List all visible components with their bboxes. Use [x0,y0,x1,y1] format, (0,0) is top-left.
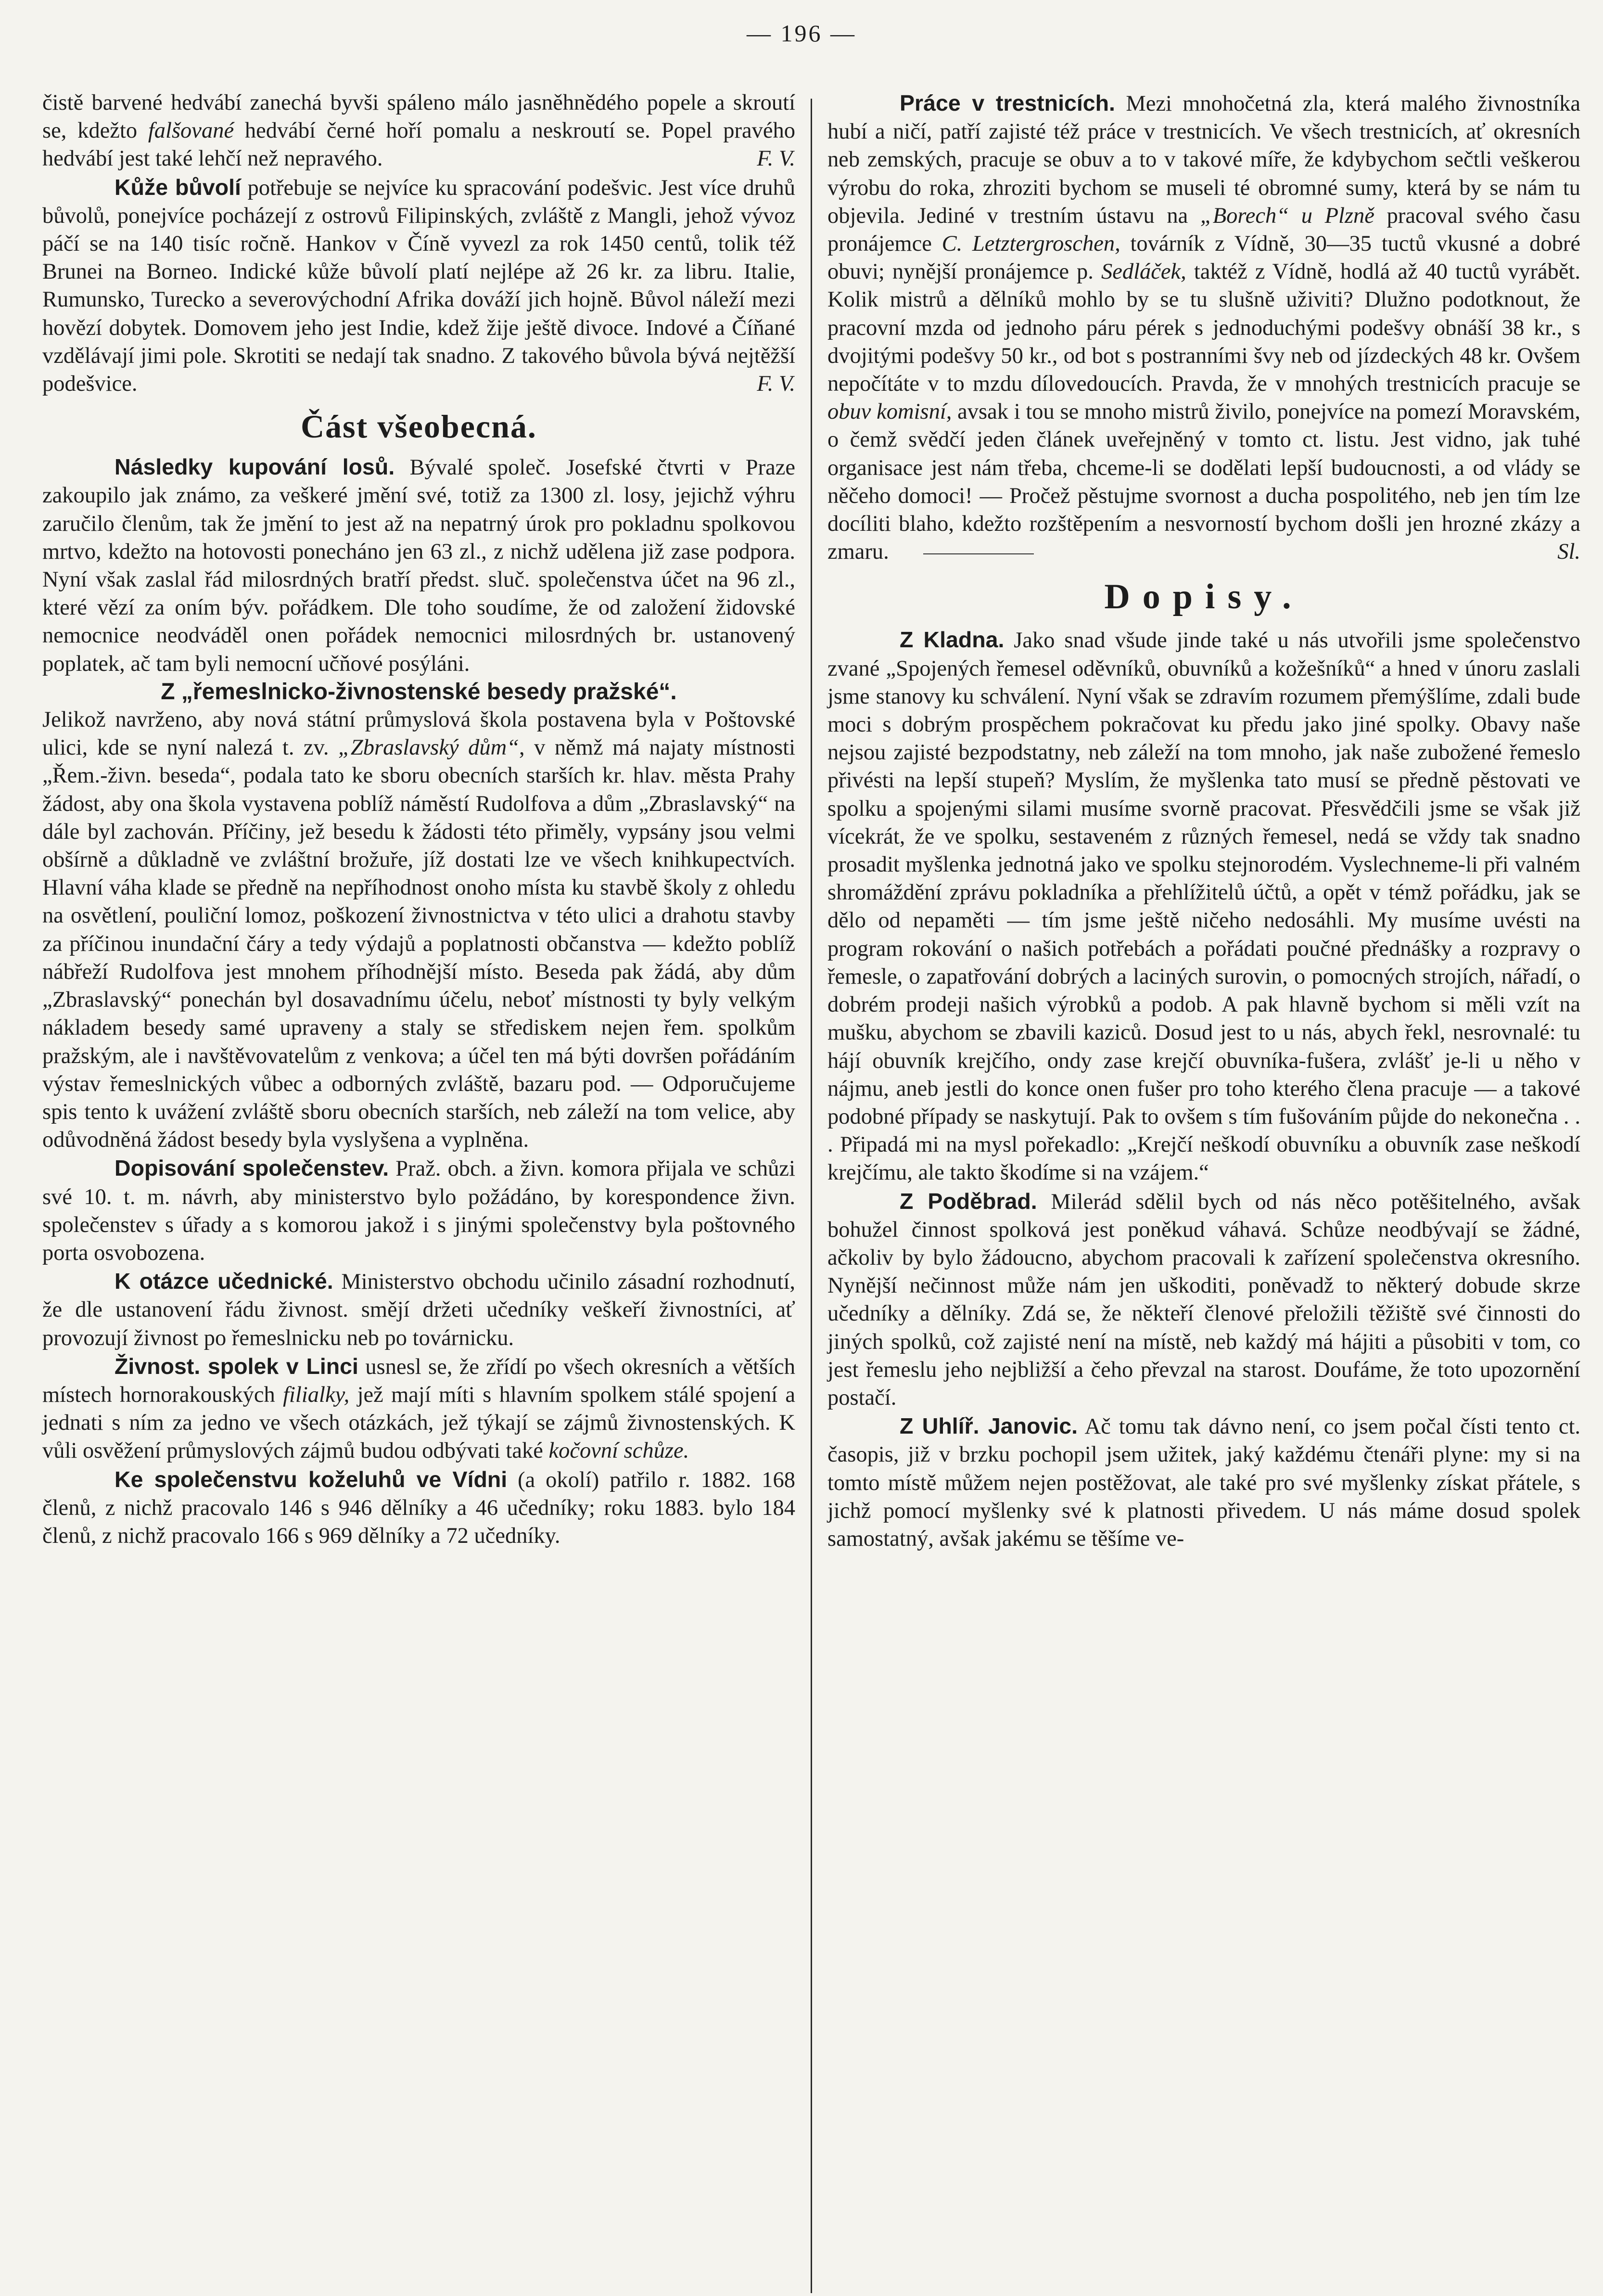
text: usnesl se, že zřídí po všech okresních a větších místech hornorakouských [42,1354,796,1407]
signature: F. V. [757,146,795,171]
article-kuze-buvoli [42,173,795,398]
article-beseda [42,706,795,1154]
divider-rule [923,553,1034,554]
article-heading: Ke společenstvu koželuhů ve Vídni [114,1466,508,1492]
text: Praž. obch. a živn. komora přijala ve schůzi své 10. t. m. návrh, aby ministerstvo bylo požádáno, by korespondence živn. společenstev s úřady a s komorou jakož i s jinými společenstvy byla poštovného porta osvobozena. [42,1156,795,1265]
article-heading: Práce v trestnicích. [900,90,1115,115]
article-podebrady [827,1187,1580,1412]
text: falšované [148,118,234,143]
article-uhlirske-janovice [827,1412,1580,1553]
signature: Sl. [1557,539,1580,564]
text: potřebuje se nejvíce ku spracování podešvic. Jest více druhů bůvolů, ponejvíce pocházejí z ostrovů Filipinských, zvláště z Mangli, jehož vývoz páčí se na 140 tisíc ročně. Hankov v Číně vyvezl za rok 1450 centů, tolik též Brunei na Borneo. Indické kůže bůvolí platí nejlépe až 26 kr. za libru. Italie, Rumunsko, Turecko a severovýchodní Afrika dováží jich hojně. Bůvol náleží mezi hovězí dobytek. Domovem jeho jest Indie, kdež žije ještě divoce. Indové a Číňané vzdělávají jimi pole. Skrotiti se nedají tak snadno. Z takového bůvola bývá nejtěžší podešvice. [42,175,796,397]
article-heading: Následky kupování losů. [114,454,395,480]
text: Sedláček, [1101,259,1186,284]
text: „Borech“ u Plzně [1200,203,1374,228]
article-heading: Dopisování společenstev. [114,1155,389,1181]
text: jež mají míti s hlavním spolkem stálé spojení a jednati s ním za jedno ve všech otázkách, jež týkají se zájmů živnostenských. K vůli osvěžení průmyslových zájmů budou odbývati také [42,1382,796,1463]
column-divider [811,99,812,2293]
text: čistě barvené hedvábí zanechá byvši spáleno málo jasněhnědého popele a skroutí se, kdežto [42,90,795,143]
article-prace-v-trestnicich [827,89,1580,566]
text: Jako snad všude jinde také u nás utvořili jsme společenstvo zvané „Spojených řemesel oděvníků, obuvníků a kožešníků“ a hned v únoru zaslali jsme stanovy ku schválení. Nyní však se zdravím rozumem přemýšlíme, zdali bude moci s dobrým prospěchem pokračovat ku předu jako jiné spolky. Obavy naše nejsou zajisté bezpodstatny, neb záleží na tom mnoho, jak naše zubožené řemeslo přivésti na lepší stupeň? Myslím, že myšlenka tato musí se předně pěstovati ve spolku a spojenými silami musíme svorně pracovat. Přesvědčili jsme se však již vícekrát, že ve spolku, sestaveném z různých řemesel, nedá se vždy tak snadno prosadit myšlenka jednotná jako ve spolku stejnorodém. Vyslechneme-li při valném shromáždění zprávu pokladníka a přehlížitelů účtů, a opět v témž pořádku, jak se dělo od nepaměti — tím jsme ještě ničeho nedosáhli. My musíme uvésti na program rokování o našich potřebách a pořádati poučné přednášky a rozpravy o řemesle, o zapatřování dobrých a laciných surovin, o pomocných strojích, nářadí, o dobrém prodeji našich výrobků a podob. A pak hlavně bychom si měli vzít na mušku, abychom se zbavili kaziců. Dosud jest to u nás, abych řekl, nesrovnalé: tu hájí obuvník krejčího, ondy zase krejčí obuvníka-fušera, zvlášť je-li u něho v nájmu, aneb jestli do konce onen fušer pro toho kterého člena pracuje — a takové podobné případy se naskytují. Pak to ovšem s tím fušováním půjde do nekonečna . . . Připadá mi na mysl pořekadlo: „Krejčí neškodí obuvníku a obuvník zase neškodí krejčímu, ale takto škodíme si na vzájem.“ [827,628,1581,1185]
text: Milerád sdělil bych od nás něco potěšitelného, avšak bohužel činnost spolková jest poněkud váhavá. Schůze neodbývají se žádné, ačkoliv by bylo žádoucno, abychom pracovali k zařízení společenstva okresního. Nynější nečinnost může nám jen uškoditi, poněvadž to některý dobude skrze učedníky a dělníky. Zdá se, že někteří členové přeložili těžiště své činnosti do jiných spolků, což zajisté není na místě, neb každý má hájiti a působiti v tom, co jest řemeslu jeho nejbližší a čeho převzal na starost. Doufáme, že toto upozornění postačí. [827,1189,1581,1410]
article-hedvabi [42,89,795,173]
article-vidne [42,1465,795,1551]
text: kočovní schůze. [548,1438,689,1463]
article-otazce-ucednicke [42,1267,795,1352]
text: C. Letztergroschen, [941,231,1120,257]
article-linec [42,1352,795,1465]
article-heading-beseda: Z „řemeslnicko-živnostenské besedy pražské“. [161,679,677,705]
text: avsak i tou se mnoho mistrů živilo, ponejvíce na pomezí Moravském, o čemž svědčí jeden článek uveřejněný v tomto ct. listu. Jest vidno, jak tuhé organisace jest nám třeba, chceme-li se dodělati lepší budoucnosti, a od vlády se něčeho domoci! — Pročež pěstujme svornost a ducha pospolitého, neb jen tím lze docíliti blaho, kdežto rozštěpením a nesvorností bychom došli jen hrozné zkázy a zmaru. [827,399,1580,564]
text: „Zbraslavský dům“ [338,735,520,760]
right-column [827,89,1580,1553]
text: hedvábí černé hoří pomalu a neskroutí se. Popel pravého hedvábí jest také lehčí než nepravého. [42,118,796,171]
text: obuv komisní, [827,399,952,424]
article-kladno [827,626,1580,1187]
section-title-cast-vseobecna: Část všeobecná. [301,408,537,445]
text: taktéž z Vídně, hodlá až 40 tuctů vyrábět. Kolik mistrů a dělníků mohlo by se tu slušně uživiti? Dlužno podotknout, že pracovní mzda od jednoho páru pérek s jednoduchými podešvy obnáší 38 kr., s dvojitými podešvy 50 kr., od bot s postranními švy neb od jízdeckých 48 kr. Ovšem nepočítáte v to mzdu dílovedoucích. Pravda, že v mnohých trestnicích pracuje se [827,259,1581,397]
text: filialky, [283,1382,350,1407]
section-title-dopisy: Dopisy. [1104,577,1304,617]
text: Mezi mnohočetná zla, která malého živnostníka hubí a ničí, patří zajisté též práce v trestnicích. Ve všech trestnicích, ať okresních neb zemských, pracuje se obuv a to v takové míře, že kdybychom sečtli veškerou výrobu do roka, zhroziti bychom se museli té obromné sumy, která by se nám tu objevila. Jediné v trestním ústavu na [827,91,1580,228]
text: Ministerstvo obchodu učinilo zásadní rozhodnutí, že dle ustanovení řádu živnost. smějí držeti učedníky veškeří živnostníci, ať provozují živnost po řemeslnicku neb po továrnicku. [42,1270,796,1350]
signature: F. V. [757,372,795,397]
article-heading: Z Kladna. [900,627,1005,653]
article-heading: Z Poděbrad. [900,1188,1037,1214]
article-heading: Kůže bůvolí [114,174,241,200]
text: pracoval svého času pronájemce [827,203,1580,257]
left-column [42,89,795,1550]
article-nasledky [42,453,795,678]
text: Ač tomu tak dávno není, co jsem počal čísti tento ct. časopis, již v brzku pochopil jsem užitek, jaký každému čtenáři plyne: my si na tomto místě můžem nejen postěžovat, ale také pro své myšlenky získat přátele, s jichž pomocí myšlenky své k platnosti přivedem. U nás máme dosud spolek samostatný, avšak jakému se těšíme ve- [827,1414,1580,1551]
text: , v němž má najaty místnosti „Řem.-živn. beseda“, podala tato ke sboru obecních starších kr. hlav. města Prahy žádost, aby ona škola vystavena poblíž náměstí Rudolfova a dům „Zbraslavský“ na dále byl zachován. Příčiny, jež besedu k žádosti této přiměly, vypsány jsou velmi obšírně a důkladně ve zvláštní brožuře, jíž dostati lze ve všech knihkupectvích. Hlavní váha klade se předně na nepříhodnost onoho místa ku stavbě školy z ohledu na osvětlení, pouliční lomoz, poškození živnostnictva v této ulici a drahotu stavby za příčinou inundační čáry a tedy výdajů a poplatnosti občanstva — kdežto poblíž nábřeží Rudolfova jest mnohem příhodnější místo. Beseda pak žádá, aby dům „Zbraslavský“ ponechán byl dosavadnímu účelu, neboť místnosti ty byly velkým nákladem besedy samé upraveny a staly se střediskem nejen řem. spolkům pražským, ale i navštěvovatelům z venkova; a účel ten má býti dovršen pořádáním výstav řemeslnických vůbec a odborných zvláště, bazaru pod. — Odporučujeme spis tento k uvážení zvláště sboru obecních starších, neb záleží na tom velice, aby odůvodněná žádost besedy byla vyslyšena a vyplněna. [42,735,795,1153]
article-heading: K otázce učednické. [114,1269,333,1294]
text: Jelikož navrženo, aby nová státní průmyslová škola postavena byla v Poštovské ulici, kde se nyní nalezá t. zv. [42,707,795,760]
article-heading: Z Uhlíř. Janovic. [900,1413,1078,1439]
article-dopisovani [42,1154,795,1267]
page-number: — 196 — [747,20,856,47]
text: (a okolí) patřilo r. 1882. 168 členů, z nichž pracovalo 146 s 946 dělníky a 46 učedníky; roku 1883. bylo 184 členů, z nichž pracovalo 166 s 969 dělníky a 72 učedníky. [42,1467,796,1548]
text: továrník z Vídně, 30—35 tuctů vkusné a dobré obuvi; nynější pronájemce p. [827,231,1581,284]
article-heading: Živnost. spolek v Linci [114,1353,358,1379]
text: Bývalé společ. Josefské čtvrti v Praze zakoupilo jak známo, za veškeré jmění své, totiž za 1300 zl. losy, jejichž výhru zaručilo členům, tak že jmění to jest až na nepatrný úrok pro pokladnu spolkovou mrtvo, kdežto na hotovosti ponecháno jen 63 zl., z nichž udělena již zase podpora. Nyní však zaslal řád milosrdných bratří předst. sluč. společenstva účet na 96 zl., které vězí za oním býv. pořádkem. Dle toho soudíme, že od založení židovské nemocnice neodváděl onen pořádek nemocnici milosrdných br. ustanovený poplatek, ač tam byli nemocní učňové posýláni. [42,455,795,676]
